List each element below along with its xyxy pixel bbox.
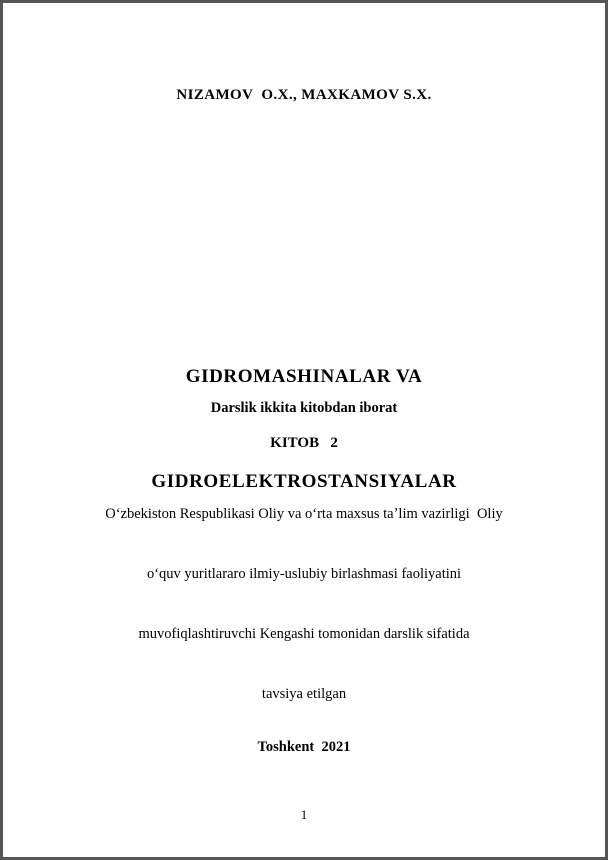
book-title-line1: GIDROMASHINALAR VA	[185, 366, 423, 387]
approval-line-2: oʻquv yuritlararo ilmiy-uslubiy birlashmasi faoliyatini	[146, 566, 462, 582]
book-number-line: KITOB 2	[270, 435, 338, 451]
page-number: 1	[300, 807, 308, 822]
approval-note	[3, 464, 605, 744]
book-title-line2: GIDROELEKTROSTANSIYALAR	[151, 471, 457, 492]
approval-line-4: tavsiya etilgan	[261, 686, 347, 702]
authors-line: NIZAMOV O.X., MAXKAMOV S.X.	[176, 87, 432, 103]
imprint-line: Toshkent 2021	[257, 739, 351, 755]
approval-line-3: muvofiqlashtiruvchi Kengashi tomonidan darslik sifatida	[138, 626, 470, 642]
approval-line-1: Oʻzbekiston Respublikasi Oliy va oʻrta maxsus taʼlim vazirligi Oliy	[105, 506, 503, 522]
subtitle-line: Darslik ikkita kitobdan iborat	[210, 400, 398, 416]
